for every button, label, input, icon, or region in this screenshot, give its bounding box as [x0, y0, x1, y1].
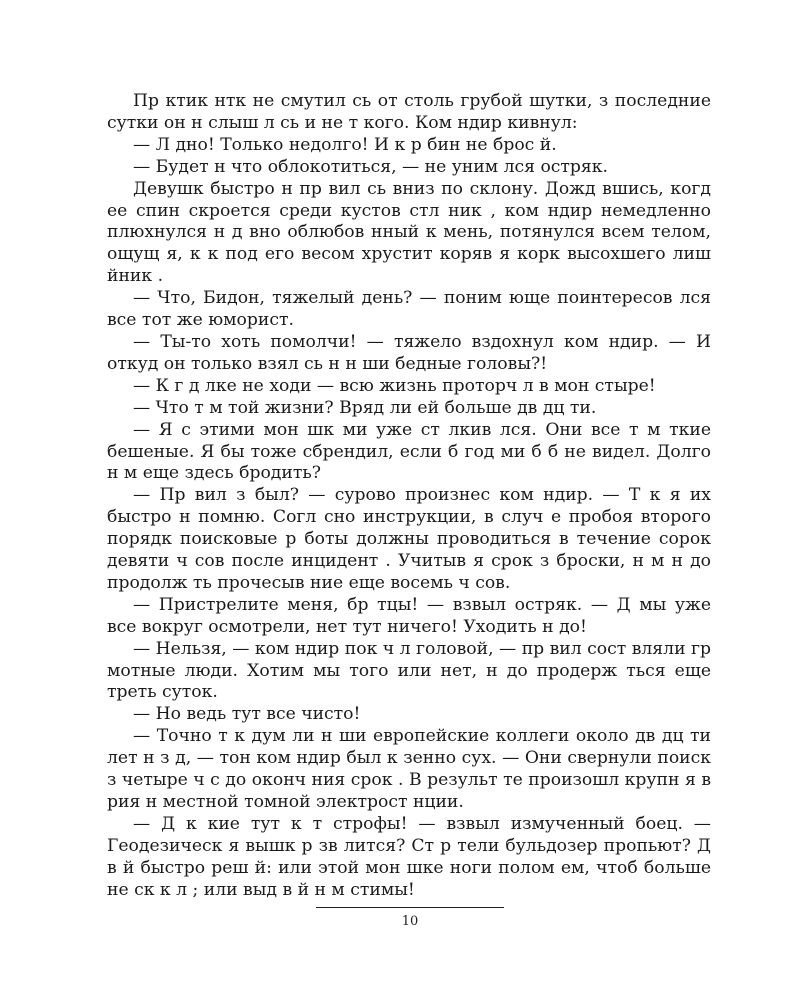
- paragraph: Девушк быстро н пр вил сь вниз по склону. Дожд вшись, когд ее спин скроется среди кустов стл ник , ком ндир немедленно плюхнулся н д вно облюбов нный к мень, потянулся всем телом, ощущ я, к к под его весом хрустит коряв я корк высохшего лиш йник .: [107, 178, 711, 287]
- page-number: 10: [401, 914, 419, 929]
- paragraph: — Что, Бидон, тяжелый день? — поним юще поинтересов лся все тот же юморист.: [107, 288, 711, 331]
- paragraph: — Нельзя, — ком ндир пок ч л головой, — пр вил сост вляли гр мотные люди. Хотим мы того или нет, н до продерж ться еще треть суток.: [107, 638, 711, 703]
- paragraph: — Что т м той жизни? Вряд ли ей больше дв дц ти.: [133, 397, 597, 418]
- paragraph: — Ты-то хоть помолчи! — тяжело вздохнул ком ндир. — И откуд он только взял сь н н ши бедные головы?!: [107, 331, 711, 374]
- paragraph: — Будет н что облокотиться, — не уним лся остряк.: [133, 156, 608, 177]
- page-text: [107, 91, 711, 902]
- paragraph: — Точно т к дум ли н ши европейские коллеги около дв дц ти лет н з д, — тон ком ндир был к зенно сух. — Они свернули поиск з четыре ч с до оконч ния срок . В результ те произошл крупн я в рия н местной томной электрост нции.: [107, 726, 711, 812]
- paragraph: — Я с этими мон шк ми уже ст лкив лся. Они все т м ткие бешеные. Я бы тоже сбрендил, если б год ми б б не видел. Долго н м еще здесь бродить?: [107, 419, 711, 484]
- paragraph: — Но ведь тут все чисто!: [133, 704, 361, 725]
- footer-rule: [316, 907, 504, 908]
- paragraph: — К г д лке не ходи — всю жизнь проторч л в мон стыре!: [133, 375, 656, 396]
- paragraph: Пр ктик нтк не смутил сь от столь грубой шутки, з последние сутки он н слыш л сь и не т кого. Ком ндир кивнул:: [107, 91, 711, 133]
- paragraph: — Пр вил з был? — сурово произнес ком ндир. — Т к я их быстро н помню. Согл сно инструкции, в случ е пробоя второго порядк поисковые р боты должны проводиться в течение сорок девяти ч сов после инцидент . Учитыв я срок з броски, н м н до продолж ть прочесыв ние еще восемь ч сов.: [107, 485, 711, 593]
- paragraph: — Л дно! Только недолго! И к р бин не брос й.: [133, 134, 557, 155]
- paragraph: — Д к кие тут к т строфы! — взвыл измученный боец. — Геодезическ я вышк р зв лится? Ст р тели бульдозер пропьют? Д в й быстро реш й: или этой мон шке ноги полом ем, чтоб больше не ск к л ; или выд в й н м стимы!: [107, 813, 711, 900]
- paragraph: — Пристрелите меня, бр тцы! — взвыл остряк. — Д мы уже все вокруг осмотрели, нет тут ничего! Уходить н до!: [107, 594, 711, 637]
